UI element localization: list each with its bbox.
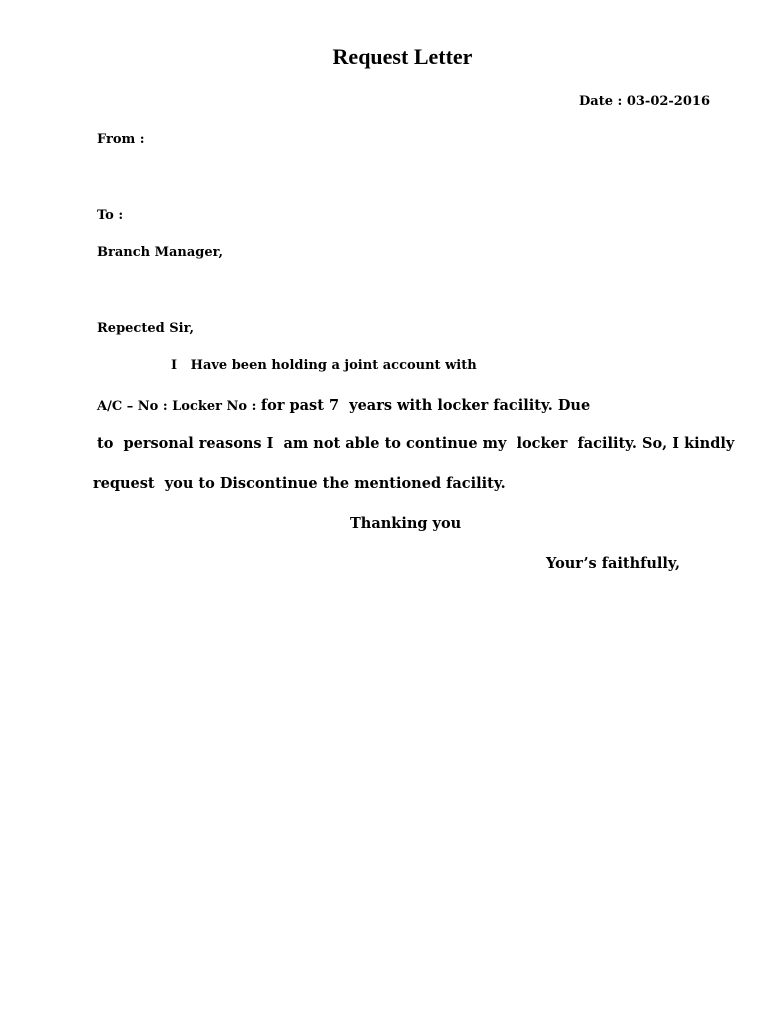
to-label: To : <box>97 208 124 223</box>
salutation: Repected Sir, <box>97 321 194 336</box>
body-line-3: to personal reasons I am not able to continue my locker facility. So, I kindly <box>97 435 735 452</box>
letter-date: Date : 03-02-2016 <box>579 94 710 109</box>
body-line-2 <box>97 397 590 414</box>
body-line-4: request you to Discontinue the mentioned facility. <box>93 475 506 492</box>
recipient: Branch Manager, <box>97 245 224 260</box>
closing: Thanking you <box>350 515 462 532</box>
body-line-1: I Have been holding a joint account with <box>171 358 477 373</box>
letter-title: Request Letter <box>332 44 473 69</box>
from-label: From : <box>97 132 145 147</box>
signoff: Your’s faithfully, <box>546 555 680 572</box>
body-line-2-text: for past 7 years with locker facility. Due <box>260 397 591 414</box>
account-locker-label: A/C – No : Locker No : <box>97 399 261 414</box>
